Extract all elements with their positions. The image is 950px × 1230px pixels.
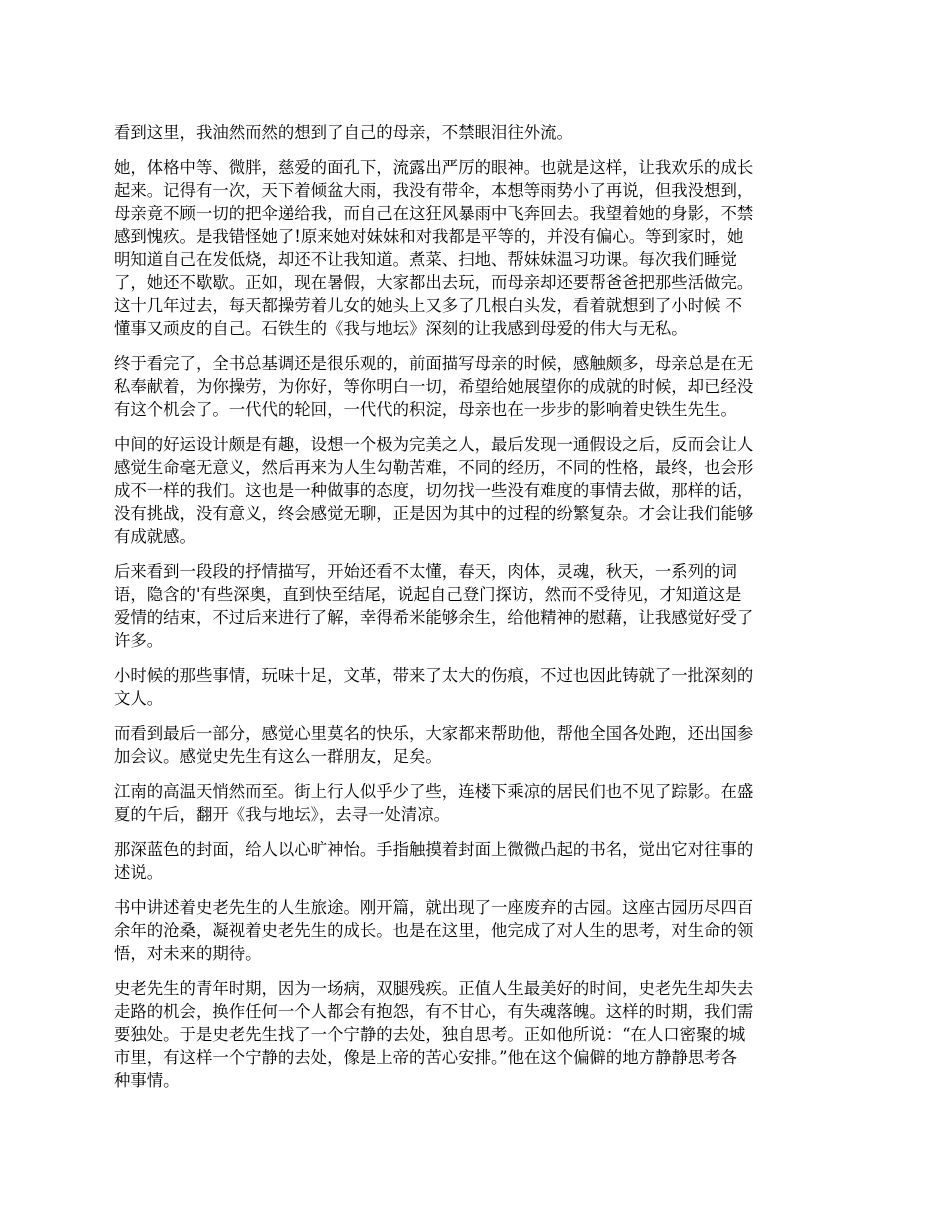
text-line: 许多。 bbox=[114, 631, 164, 650]
text-line: 爱情的结束，不过后来进行了解，幸得希米能够余生，给他精神的慰藉，让我感觉好受了 bbox=[114, 608, 754, 627]
paragraph bbox=[114, 896, 840, 965]
text-line: 看到这里，我油然而然的想到了自己的母亲，不禁眼泪往外流。 bbox=[114, 123, 573, 142]
text-line: 而看到最后一部分，感觉心里莫名的快乐，大家都来帮助他，帮他全国各处跑，还出国参 bbox=[114, 724, 754, 743]
text-line: 夏的午后，翻开《我与地坛》，去寻一处清凉。 bbox=[114, 805, 451, 824]
text-line: 述说。 bbox=[114, 863, 164, 882]
text-line: 了，她还不歇歇。正如，现在暑假，大家都出去玩，而母亲却还要帮爸爸把那些活做完。 bbox=[114, 273, 754, 292]
paragraph bbox=[114, 838, 840, 884]
text-line: 语，隐含的'有些深奥，直到快至结尾，说起自己登门探访，然而不受待见，才知道这是 bbox=[114, 585, 742, 604]
text-line: 有成就感。 bbox=[114, 527, 196, 546]
text-line: 那深蓝色的封面，给人以心旷神怡。手指触摸着封面上微微凸起的书名，觉出它对往事的 bbox=[114, 840, 754, 859]
text-line: 小时候的那些事情，玩味十足，文革，带来了太大的伤痕，不过也因此铸就了一批深刻的 bbox=[114, 666, 754, 685]
text-line: 这十几年过去，每天都操劳着儿女的她头上又多了几根白头发，看着就想到了小时候 不 bbox=[114, 296, 743, 315]
text-line: 后来看到一段段的抒情描写，开始还看不太懂，春天，肉体，灵魂，秋天，一系列的词 bbox=[114, 562, 737, 581]
paragraph bbox=[114, 664, 840, 710]
text-line: 她，体格中等、微胖，慈爱的面孔下，流露出严厉的眼神。也就是这样，让我欢乐的成长 bbox=[114, 158, 754, 177]
text-line: 中间的好运设计颇是有趣，设想一个极为完美之人，最后发现一通假设之后，反而会让人 bbox=[114, 435, 754, 454]
paragraph bbox=[114, 352, 840, 421]
text-line: 市里，有这样一个宁静的去处，像是上帝的苦心安排。”他在这个偏僻的地方静静思考各 bbox=[114, 1048, 738, 1067]
text-line: 私奉献着，为你操劳，为你好，等你明白一切，希望给她展望你的成就的时候，却已经没 bbox=[114, 377, 754, 396]
text-line: 懂事又顽皮的自己。石铁生的《我与地坛》深刻的让我感到母爱的伟大与无私。 bbox=[114, 319, 688, 338]
paragraph bbox=[114, 977, 840, 1092]
text-line: 感觉生命毫无意义，然后再来为人生勾勒苦难，不同的经历，不同的性格，最终，也会形 bbox=[114, 458, 754, 477]
text-line: 明知道自己在发低烧，却还不让我知道。煮菜、扫地、帮妹妹温习功课。每次我们睡觉 bbox=[114, 250, 737, 269]
text-line: 母亲竟不顾一切的把伞递给我，而自己在这狂风暴雨中飞奔回去。我望着她的身影，不禁 bbox=[114, 204, 754, 223]
text-line: 成不一样的我们。这也是一种做事的态度，切勿找一些没有难度的事情去做，那样的话， bbox=[114, 481, 754, 500]
paragraph bbox=[114, 560, 840, 652]
text-line: 感到愧疚。是我错怪她了!原来她对妹妹和对我都是平等的，并没有偏心。等到家时，她 bbox=[114, 227, 744, 246]
text-line: 有这个机会了。一代代的轮回，一代代的积淀，母亲也在一步步的影响着史铁生先生。 bbox=[114, 400, 737, 419]
paragraph bbox=[114, 121, 840, 144]
text-line: 加会议。感觉史先生有这么一群朋友，足矣。 bbox=[114, 747, 442, 766]
text-line: 走路的机会，换作任何一个人都会有抱怨，有不甘心，有失魂落魄。这样的时期，我们需 bbox=[114, 1002, 754, 1021]
text-line: 要独处。于是史老先生找了一个宁静的去处，独自思考。正如他所说：“在人口密聚的城 bbox=[114, 1025, 746, 1044]
paragraph bbox=[114, 780, 840, 826]
text-line: 终于看完了，全书总基调还是很乐观的，前面描写母亲的时候，感触颇多，母亲总是在无 bbox=[114, 354, 754, 373]
paragraph bbox=[114, 433, 840, 548]
text-line: 悟，对未来的期待。 bbox=[114, 944, 262, 963]
text-line: 文人。 bbox=[114, 689, 164, 708]
paragraph bbox=[114, 722, 840, 768]
text-line: 史老先生的青年时期，因为一场病，双腿残疾。正值人生最美好的时间，史老先生却失去 bbox=[114, 979, 754, 998]
paragraph bbox=[114, 156, 840, 340]
text-line: 种事情。 bbox=[114, 1071, 180, 1090]
text-line: 余年的沧桑，凝视着史老先生的成长。也是在这里，他完成了对人生的思考，对生命的领 bbox=[114, 921, 754, 940]
text-line: 江南的高温天悄然而至。街上行人似乎少了些，连楼下乘凉的居民们也不见了踪影。在盛 bbox=[114, 782, 754, 801]
text-line: 书中讲述着史老先生的人生旅途。刚开篇，就出现了一座废弃的古园。这座古园历尽四百 bbox=[114, 898, 754, 917]
text-line: 起来。记得有一次，天下着倾盆大雨，我没有带伞，本想等雨势小了再说，但我没想到， bbox=[114, 181, 754, 200]
text-line: 没有挑战，没有意义，终会感觉无聊，正是因为其中的过程的纷繁复杂。才会让我们能够 bbox=[114, 504, 754, 523]
document-body bbox=[114, 121, 840, 1104]
